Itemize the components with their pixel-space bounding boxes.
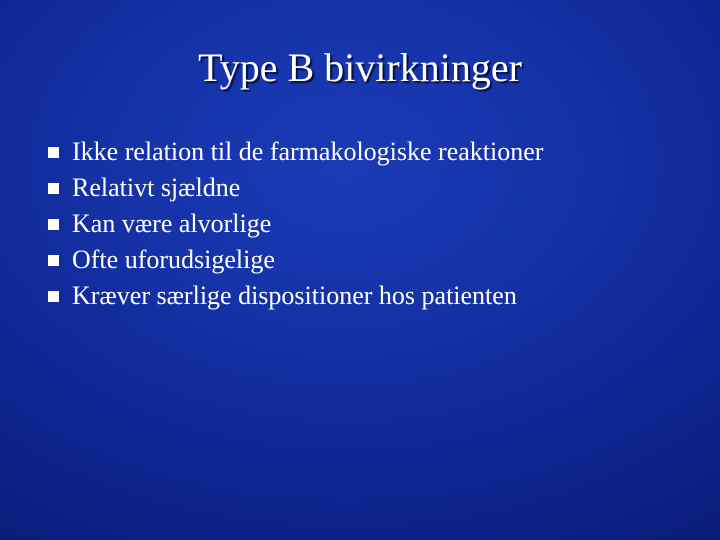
bullet-text: Ofte uforudsigelige [72,245,275,274]
bullet-item [46,134,543,170]
slide-title: Type B bivirkninger [198,45,522,90]
square-bullet-icon [48,219,59,230]
bullet-text: Ikke relation til de farmakologiske reaktioner [72,137,544,166]
square-bullet-icon [48,183,59,194]
bullet-text: Relativt sjældne [72,173,241,202]
bullet-item [46,278,543,314]
bullet-text: Kan være alvorlige [72,209,272,238]
square-bullet-icon [48,147,59,158]
bullet-list [46,134,543,314]
bullet-item [46,206,543,242]
bullet-item [46,170,543,206]
bullet-item [46,242,543,278]
square-bullet-icon [48,255,59,266]
square-bullet-icon [48,291,59,302]
bullet-text: Kræver særlige dispositioner hos patienten [72,281,517,310]
